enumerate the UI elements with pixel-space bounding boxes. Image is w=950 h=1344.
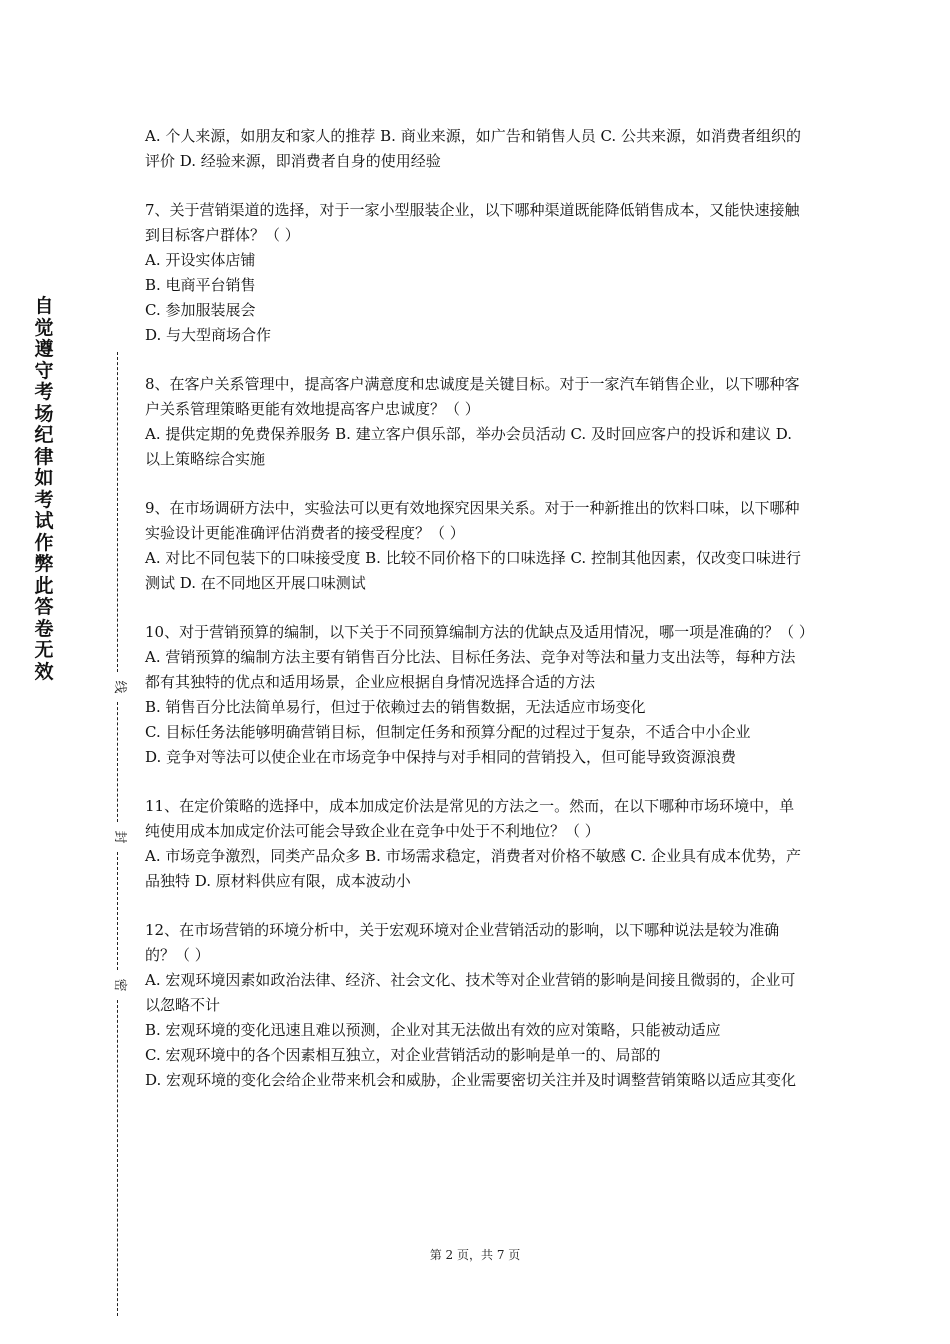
option: B. 销售百分比法简单易行，但过于依赖过去的销售数据，无法适应市场变化 [145, 698, 646, 716]
exam-discipline-note: 自觉遵守考场纪律如考试作弊此答卷无效 [34, 295, 54, 683]
question-7 [145, 198, 809, 348]
option: D. 竞争对等法可以使企业在市场竞争中保持与对手相同的营销投入，但可能导致资源浪费 [145, 748, 737, 766]
option: D. 宏观环境的变化会给企业带来机会和威胁，企业需要密切关注并及时调整营销策略以适应其变化 [145, 1071, 797, 1089]
option: C. 宏观环境中的各个因素相互独立，对企业营销活动的影响是单一的、局部的 [145, 1046, 661, 1064]
binding-dash-segment [117, 352, 118, 672]
intro-options-block [145, 124, 809, 174]
binding-mark-feng: 封 [112, 830, 127, 844]
question-11 [145, 794, 809, 894]
option: C. 目标任务法能够明确营销目标，但制定任务和预算分配的过程过于复杂，不适合中小企业 [145, 723, 751, 741]
binding-dash-segment [117, 852, 118, 970]
option: A. 对比不同包装下的口味接受度 B. 比较不同价格下的口味选择 C. 控制其他因素，仅改变口味进行测试 D. 在不同地区开展口味测试 [145, 549, 801, 592]
question-stem: 10、对于营销预算的编制，以下关于不同预算编制方法的优缺点及适用情况，哪一项是准确的？（ ） [145, 623, 814, 641]
question-10 [145, 620, 814, 770]
binding-mark-xian: 线 [112, 680, 127, 694]
question-8 [145, 372, 809, 472]
option: A. 市场竞争激烈，同类产品众多 B. 市场需求稳定，消费者对价格不敏感 C. 企业具有成本优势，产品独特 D. 原材料供应有限，成本波动小 [145, 847, 801, 890]
question-stem: 8、在客户关系管理中，提高客户满意度和忠诚度是关键目标。对于一家汽车销售企业，以下哪种客户关系管理策略更能有效地提高客户忠诚度？（ ） [145, 375, 800, 418]
binding-dash-segment [117, 1000, 118, 1316]
option: C. 参加服装展会 [145, 301, 256, 319]
question-stem: 11、在定价策略的选择中，成本加成定价法是常见的方法之一。然而，在以下哪种市场环境中，单纯使用成本加成定价法可能会导致企业在竞争中处于不利地位？（ ） [145, 797, 795, 840]
page-number: 第 2 页，共 7 页 [429, 1248, 521, 1262]
intro-options: A. 个人来源，如朋友和家人的推荐 B. 商业来源，如广告和销售人员 C. 公共来源，如消费者组织的评价 D. 经验来源，即消费者自身的使用经验 [145, 127, 801, 170]
option: B. 电商平台销售 [145, 276, 256, 294]
exam-content [145, 124, 814, 1117]
question-stem: 12、在市场营销的环境分析中，关于宏观环境对企业营销活动的影响，以下哪种说法是较为准确的？（ ） [145, 921, 780, 964]
option: D. 与大型商场合作 [145, 326, 272, 344]
option: A. 提供定期的免费保养服务 B. 建立客户俱乐部，举办会员活动 C. 及时回应客户的投诉和建议 D. 以上策略综合实施 [145, 425, 792, 468]
option: A. 宏观环境因素如政治法律、经济、社会文化、技术等对企业营销的影响是间接且微弱的，企业可以忽略不计 [145, 971, 796, 1014]
question-9 [145, 496, 809, 596]
option: A. 营销预算的编制方法主要有销售百分比法、目标任务法、竞争对等法和量力支出法等，每种方法都有其独特的优点和适用场景，企业应根据自身情况选择合适的方法 [145, 648, 796, 691]
question-stem: 7、关于营销渠道的选择，对于一家小型服装企业，以下哪种渠道既能降低销售成本，又能快速接触到目标客户群体？（ ） [145, 201, 800, 244]
option: B. 宏观环境的变化迅速且难以预测，企业对其无法做出有效的应对策略，只能被动适应 [145, 1021, 721, 1039]
binding-mark-mi: 密 [112, 978, 127, 992]
question-stem: 9、在市场调研方法中，实验法可以更有效地探究因果关系。对于一种新推出的饮料口味，以下哪种实验设计更能准确评估消费者的接受程度？（ ） [145, 499, 800, 542]
binding-line [112, 352, 127, 1316]
option: A. 开设实体店铺 [145, 251, 256, 269]
question-12 [145, 918, 809, 1093]
binding-dash-segment [117, 702, 118, 822]
